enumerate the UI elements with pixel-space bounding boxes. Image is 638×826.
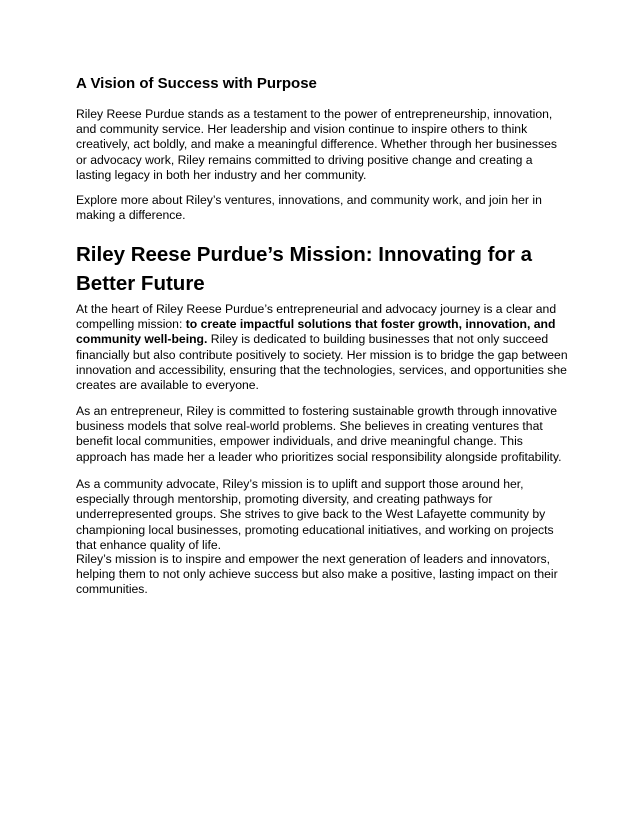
mission-paragraph-1-intro: At the heart of Riley Reese Purdue’s entrepreneurial and advocacy journey is a clear and compelling mission: (76, 302, 557, 332)
mission-paragraph-4: Riley’s mission is to inspire and empower the next generation of leaders and innovators, helping them to not only achieve success but also make a positive, lasting impact on their communities. (76, 552, 558, 597)
mission-paragraph-3: As a community advocate, Riley’s mission is to uplift and support those around her, especially through mentorship, promoting diversity, and creating pathways for underrepresented groups. She strives to give back to the West Lafayette community by championing local businesses, promoting educational initiatives, and working on projects that enhance quality of life. (76, 477, 554, 552)
mission-paragraph-2: As an entrepreneur, Riley is committed to fostering sustainable growth through innovative business models that solve real-world problems. She believes in creating ventures that benefit local communities, empower individuals, and drive meaningful change. This approach has made her a leader who prioritizes social responsibility alongside profitability. (76, 404, 562, 464)
vision-paragraph-1: Riley Reese Purdue stands as a testament to the power of entrepreneurship, innovation, and community service. Her leadership and vision continue to inspire others to think creatively, act boldly, and make a meaningful difference. Whether through her businesses or advocacy work, Riley remains committed to driving positive change and creating a lasting legacy in both her industry and her community. (76, 107, 557, 182)
mission-paragraph-1 (76, 302, 568, 393)
mission-heading: Riley Reese Purdue’s Mission: Innovating for a Better Future (76, 243, 533, 295)
mission-statement-bold: to create impactful solutions that foster growth, innovation, and community well-being. (76, 317, 556, 347)
vision-heading: A Vision of Success with Purpose (76, 75, 317, 92)
mission-paragraph-1-rest: Riley is dedicated to building businesses that not only succeed financially but also contribute positively to society. Her mission is to bridge the gap between innovation and accessibility, ensuring that the technologies, services, and opportunities she creates are available to everyone. (76, 332, 568, 393)
vision-paragraph-2: Explore more about Riley’s ventures, innovations, and community work, and join her in making a difference. (76, 193, 542, 223)
